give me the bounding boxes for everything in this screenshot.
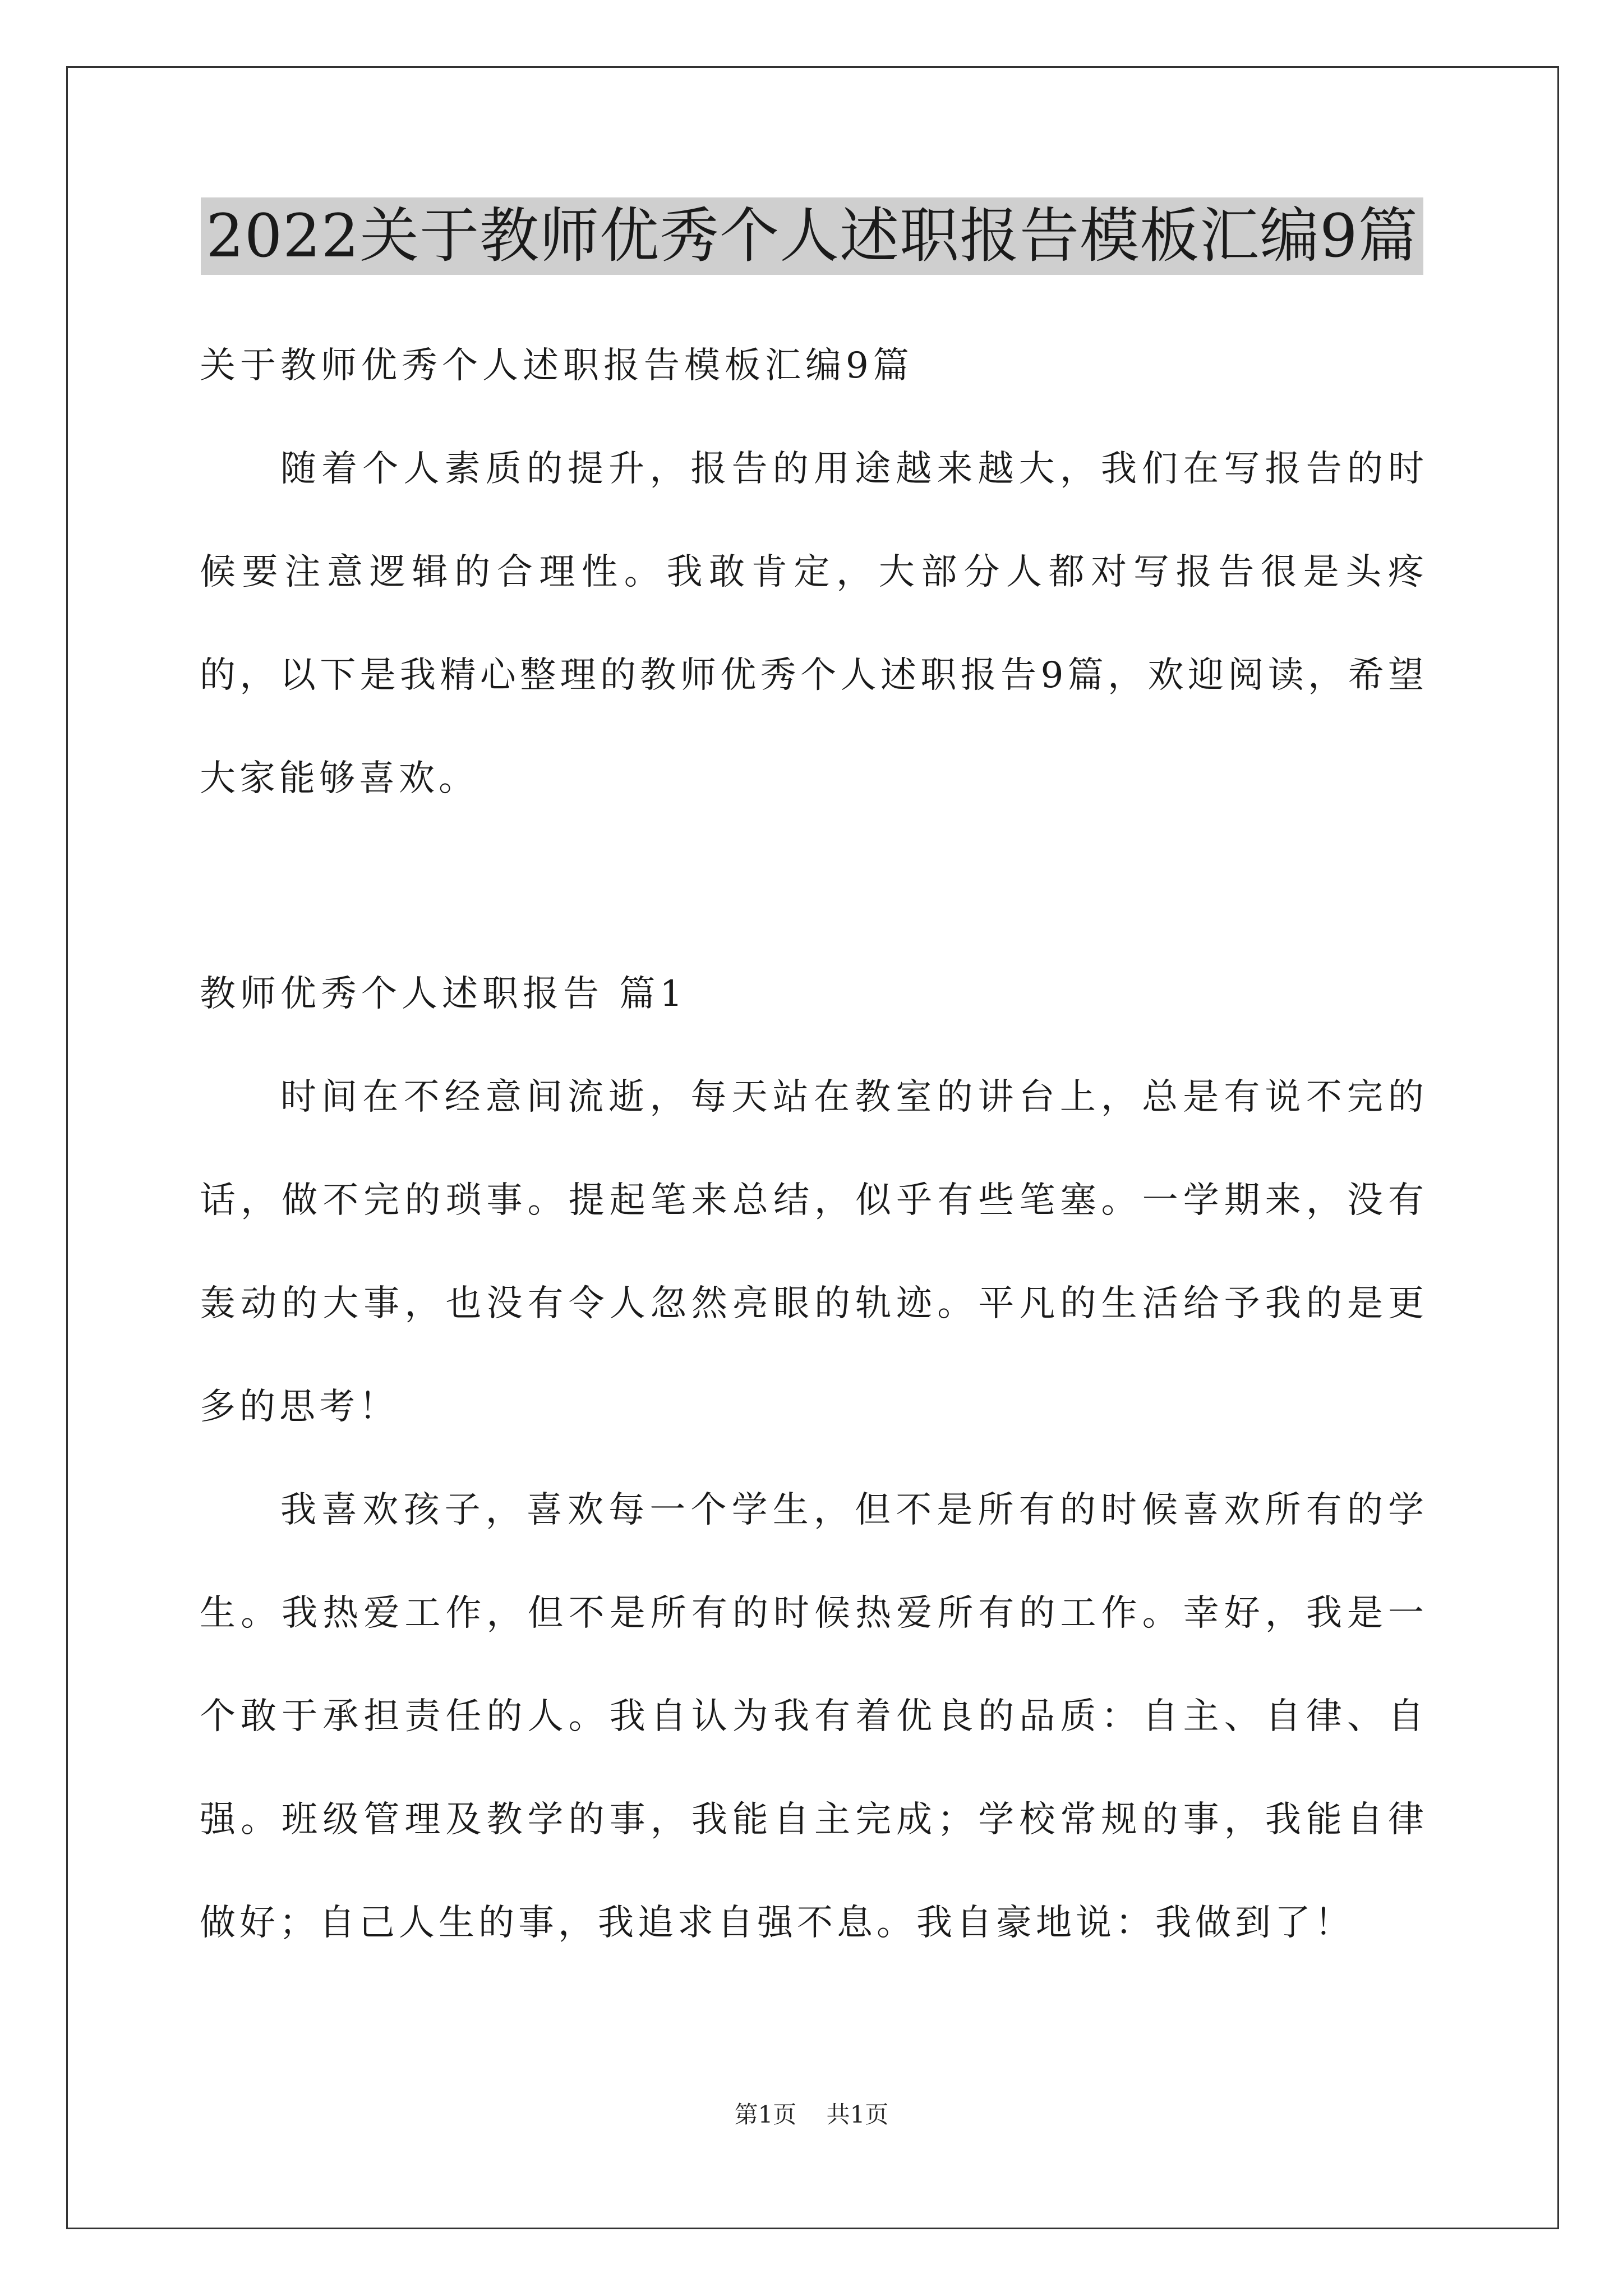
page-footer [0,2098,1623,2132]
document-subtitle: 关于教师优秀个人述职报告模板汇编9篇 [200,345,914,386]
document-title: 2022关于教师优秀个人述职报告模板汇编9篇 [201,197,1423,275]
intro-paragraph: 随着个人素质的提升，报告的用途越来越大，我们在写报告的时候要注意逻辑的合理性。我敢肯定，大部分人都对写报告很是头疼的，以下是我精心整理的教师优秀个人述职报告9篇，欢迎阅读，希望大家能够喜欢。 [200,448,1428,799]
section-heading: 教师优秀个人述职报告 篇1 [200,973,688,1015]
section-spacer [200,830,1428,942]
body-paragraph-2: 我喜欢孩子，喜欢每一个学生，但不是所有的时候喜欢所有的学生。我热爱工作，但不是所有的时候热爱所有的工作。幸好，我是一个敢于承担责任的人。我自认为我有着优良的品质：自主、自律、自强。班级管理及教学的事，我能自主完成；学校常规的事，我能自律做好；自己人生的事，我追求自强不息。我自豪地说：我做到了！ [200,1489,1428,1944]
document-body [200,314,1428,1975]
body-paragraph-1: 时间在不经意间流逝，每天站在教室的讲台上，总是有说不完的话，做不完的琐事。提起笔来总结，似乎有些笔塞。一学期来，没有轰动的大事，也没有令人忽然亮眼的轨迹。平凡的生活给予我的是更多的思考！ [200,1076,1428,1428]
page-number-total: 共1页 [826,2101,889,2128]
page-number-current: 第1页 [734,2101,797,2128]
